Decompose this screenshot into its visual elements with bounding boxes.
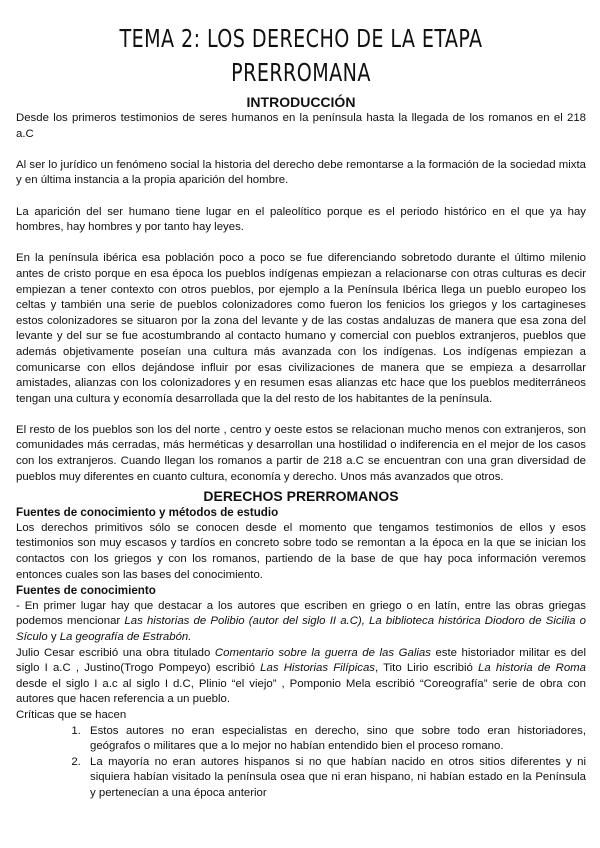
criticas-list — [16, 724, 586, 802]
page-title: TEMA 2: LOS DERECHO DE LA ETAPA PRERROMANA — [119, 24, 483, 87]
list-item: 2. La mayoría no eran autores hispanos si no que habían nacido en otros sitios diferentes y ni siquiera habían visitado la península osea que ni eran hispano, ni habían estado en la Península y pertenecían a una época anterior — [84, 755, 586, 802]
intro-paragraph-2: Al ser lo jurídico un fenómeno social la historia del derecho debe remontarse a la formación de la sociedad mixta y en última instancia a la propia aparición del hombre. — [16, 158, 586, 187]
derechos-paragraph-2: - En primer lugar hay que destacar a los autores que escriben en griego o en latín, entre las obras griegas podemos mencionar Las historias de Polibio (autor del siglo II a.C), La biblioteca histórica Diodoro de Sicilia o Sículo y La geografía de Estrabón. — [16, 599, 586, 643]
derechos-heading: DERECHOS PRERROMANOS — [203, 488, 399, 505]
intro-paragraph-3: La aparición del ser humano tiene lugar en el paleolítico porque es el periodo histórico en el que ya hay hombres, hay hombres y por tanto hay leyes. — [16, 205, 586, 234]
intro-heading: INTRODUCCIÓN — [246, 94, 356, 110]
intro-paragraph-4: En la península ibérica esa población poco a poco se fue diferenciando sobretodo durante el último milenio antes de cristo porque en esa época los pueblos indígenas empiezan a relacionarse con otras culturas es decir empiezan a tener contexto con otros pueblos, por ejemplo a la Península Ibérica llega un pueblo europeo los celtas y también una serie de pueblos colonizadores como fueron los fenicios los griegos y los cartagineses estos colonizadores se situaron por la zona del levante y de las costas andaluzas de manera que esa zona del levante y del sur se fue acostumbrando al contacto humano y comercial con pueblos extranjeros, pueblos que además objetivamente poseían una cultura más avanzada con los indígenas. Los indígenas empiezan a comunicarse con ellos dejándose influir por esas civilizaciones de manera que se empieza a desarrollar amistades, alianzas con los colonizadores y en resumen esas alianzas etc hace que los pueblos mediterráneos tengan una cultura y economía desarrollada que la del resto de los habitantes de la península. — [16, 252, 586, 405]
subheading-fuentes: Fuentes de conocimiento — [16, 584, 156, 598]
derechos-paragraph-1: Los derechos primitivos sólo se conocen desde el momento que tengamos testimonios de ellos y esos testimonios son muy escasos y tardíos en concreto sobre todo se remontan a la época en la que se inician los contactos con los griegos y con los romanos, partiendo de la base de que hay poca información veremos entonces cuales son las bases del conocimiento. — [16, 521, 586, 581]
criticas-label: Críticas que se hacen — [16, 708, 127, 721]
derechos-paragraph-3: Julio Cesar escribió una obra titulado Comentario sobre la guerra de las Galias este historiador militar es del siglo I a.C , Justino(Trogo Pompeyo) escribió Las Historias Filípicas, Tito Lirio escribió La historia de Roma desde el siglo I a.c al siglo I d.C, Plinio “el viejo” , Pomponio Mela escribió “Coreografía” serie de obra con autores que hacen referencia a un pueblo. — [16, 646, 587, 706]
intro-paragraph-1: Desde los primeros testimonios de seres humanos en la península hasta la llegada de los romanos en el 218 a.C — [16, 112, 586, 140]
subheading-fuentes-metodos: Fuentes de conocimiento y métodos de estudio — [16, 506, 279, 520]
list-item: 1. Estos autores no eran especialistas en derecho, sino que sobre todo eran historiadores, geógrafos o militares que a lo mejor no habían entendido bien el proceso romano. — [84, 724, 586, 755]
intro-paragraph-5: El resto de los pueblos son los del norte , centro y oeste estos se relacionan mucho menos con extranjeros, son comunidades más cerradas, más herméticas y desarrollan una hostilidad o indiferencia en el mejor de los casos con los extranjeros. Cuando llegan los romanos a partir de 218 a.C se encuentran con una gran diversidad de pueblos muy diferentes en cuanto cultura, economía y derecho. Unos más avanzados que otros. — [16, 423, 586, 483]
document-page — [16, 22, 586, 802]
